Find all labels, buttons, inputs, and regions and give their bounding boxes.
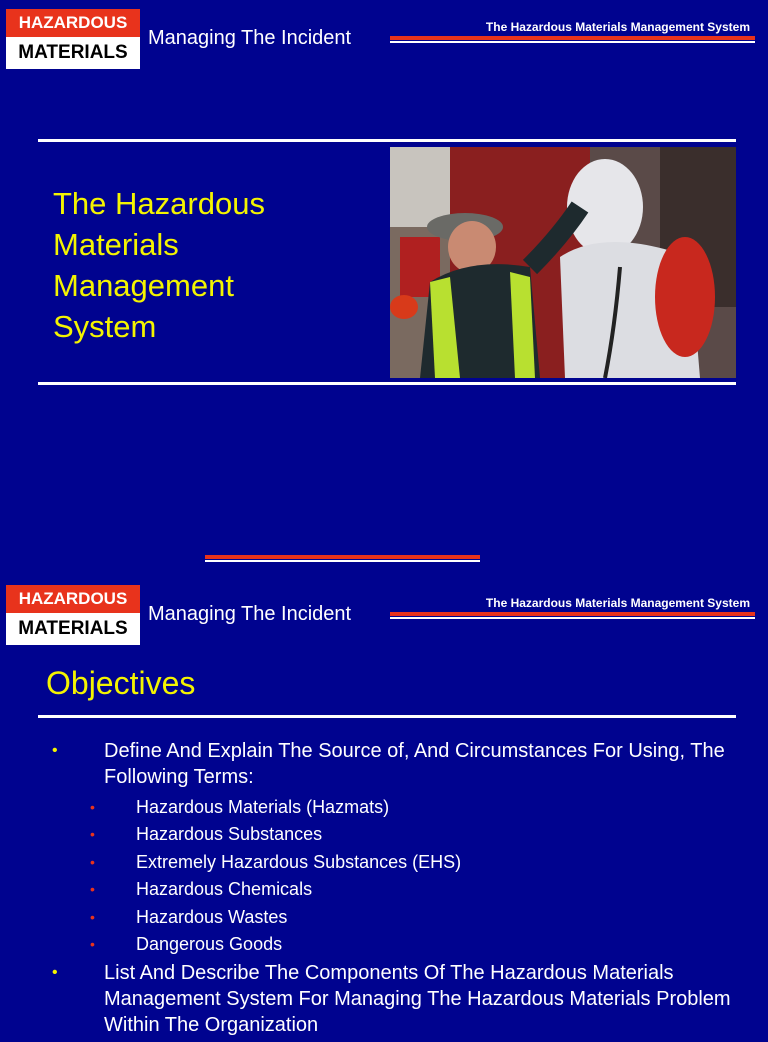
list-item	[0, 960, 768, 1038]
heading-rule	[38, 715, 736, 718]
slide-divider-white	[205, 560, 480, 562]
header-rule-red	[390, 36, 755, 40]
hazmat-suit-photo	[390, 147, 736, 378]
title-rule-top	[38, 139, 736, 142]
terms-sublist	[0, 794, 768, 958]
system-name: The Hazardous Materials Management System	[485, 20, 750, 34]
slide-title	[53, 183, 265, 347]
sub-item-text: Extremely Hazardous Substances (EHS)	[136, 851, 462, 872]
list-item	[0, 738, 768, 790]
sub-list-item	[0, 821, 768, 848]
system-name: The Hazardous Materials Management System	[485, 596, 750, 610]
title-rule-bottom	[38, 382, 736, 385]
sub-list-item	[0, 904, 768, 931]
sub-list-item	[0, 876, 768, 903]
bullet-dot: •	[52, 742, 58, 759]
title-line: Management	[53, 268, 234, 303]
bullet-dot: •	[90, 936, 95, 953]
header-rule-white	[390, 41, 755, 43]
header-rule-white	[390, 617, 755, 619]
bullet-dot: •	[90, 908, 95, 925]
logo-top-text: HAZARDOUS	[6, 9, 140, 37]
bullet-dot: •	[90, 853, 95, 870]
sub-list-item	[0, 849, 768, 876]
title-line: Materials	[53, 227, 179, 262]
slide-divider-red	[205, 555, 480, 559]
title-line: System	[53, 309, 157, 344]
sub-item-text: Hazardous Substances	[136, 824, 323, 845]
objectives-heading: Objectives	[46, 665, 196, 701]
sub-item-text: Hazardous Materials (Hazmats)	[136, 797, 390, 817]
logo-bottom-text: MATERIALS	[6, 37, 140, 69]
bullet-dot: •	[52, 964, 58, 982]
sub-item-text: Hazardous Wastes	[136, 906, 288, 927]
header-rule-red	[390, 612, 755, 616]
hazmat-logo	[6, 9, 140, 69]
slide-subtitle: Managing The Incident	[148, 27, 352, 49]
bullet-dot: •	[90, 881, 95, 898]
slide-subtitle: Managing The Incident	[148, 603, 352, 625]
bullet-text: Define And Explain The Source of, And Circumstances For Using, The Following Terms:	[104, 740, 725, 788]
logo-bottom-text: MATERIALS	[6, 613, 140, 645]
objectives-list	[0, 738, 768, 1042]
hazmat-logo	[6, 585, 140, 645]
sub-list-item	[0, 931, 768, 958]
sub-item-text: Dangerous Goods	[136, 934, 283, 955]
sub-item-text: Hazardous Chemicals	[136, 879, 313, 900]
bullet-text: List And Describe The Components Of The Hazardous Materials Management System For Managing The Hazardous Materials Problem Within The Organization	[104, 962, 731, 1037]
bullet-dot: •	[90, 826, 95, 843]
bullet-dot: •	[90, 799, 95, 815]
logo-top-text: HAZARDOUS	[6, 585, 140, 613]
title-line: The Hazardous	[53, 186, 265, 221]
sub-list-item	[0, 794, 768, 821]
photo-illustration	[390, 147, 736, 378]
